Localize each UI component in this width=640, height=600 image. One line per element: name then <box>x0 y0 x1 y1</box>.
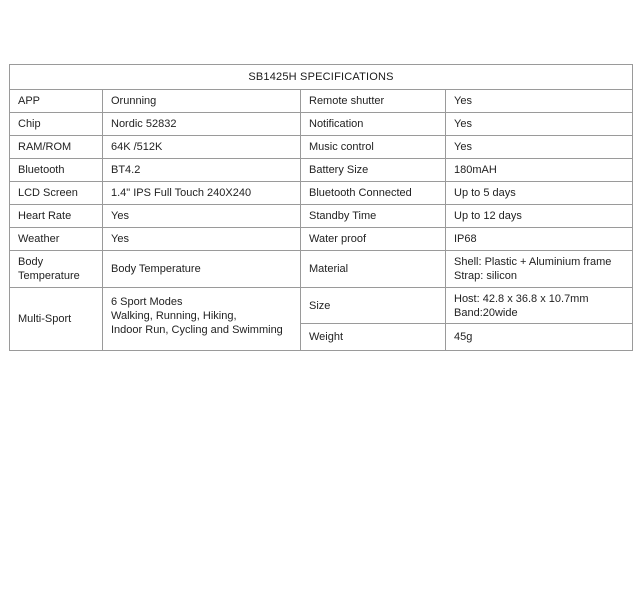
spec-value: 1.4" IPS Full Touch 240X240 <box>103 182 301 205</box>
spec-value: 64K /512K <box>103 136 301 159</box>
spec-label: Weather <box>10 228 103 251</box>
spec-value: 45g <box>446 324 633 351</box>
specifications-table <box>9 64 633 351</box>
spec-value: Up to 12 days <box>446 205 633 228</box>
table-row <box>10 228 633 251</box>
spec-label: Music control <box>301 136 446 159</box>
spec-label: Weight <box>301 324 446 351</box>
spec-title: SB1425H SPECIFICATIONS <box>10 65 633 90</box>
table-row <box>10 113 633 136</box>
table-row <box>10 136 633 159</box>
spec-value: Yes <box>103 228 301 251</box>
spec-label: Chip <box>10 113 103 136</box>
spec-label: Water proof <box>301 228 446 251</box>
spec-value: Nordic 52832 <box>103 113 301 136</box>
table-row <box>10 159 633 182</box>
title-row <box>10 65 633 90</box>
spec-value: 6 Sport Modes Walking, Running, Hiking, Indoor Run, Cycling and Swimming <box>103 288 301 351</box>
spec-label: Standby Time <box>301 205 446 228</box>
spec-value: IP68 <box>446 228 633 251</box>
spec-value-line: Band:20wide <box>454 306 518 319</box>
spec-value-line: Shell: Plastic + Aluminium frame <box>454 256 612 268</box>
spec-value: Up to 5 days <box>446 182 633 205</box>
spec-value: BT4.2 <box>103 159 301 182</box>
spec-label: LCD Screen <box>10 182 103 205</box>
spec-label: Material <box>301 251 446 288</box>
table-row <box>10 251 633 288</box>
spec-value: 180mAH <box>446 159 633 182</box>
spec-label: Notification <box>301 113 446 136</box>
spec-label: Multi-Sport <box>10 288 103 351</box>
table-row <box>10 288 633 324</box>
table-row <box>10 182 633 205</box>
spec-value: Yes <box>446 136 633 159</box>
spec-label: Size <box>301 288 446 324</box>
spec-label: Body Temperature <box>10 251 103 288</box>
spec-value: Body Temperature <box>103 251 301 288</box>
spec-value-line: Host: 42.8 x 36.8 x 10.7mm <box>454 292 589 305</box>
spec-label: Remote shutter <box>301 90 446 113</box>
spec-value-cell <box>446 288 633 324</box>
spec-label: APP <box>10 90 103 113</box>
spec-value-line: Strap: silicon <box>454 270 517 282</box>
spec-value: Yes <box>103 205 301 228</box>
spec-value: Orunning <box>103 90 301 113</box>
table-row <box>10 90 633 113</box>
spec-label: Bluetooth <box>10 159 103 182</box>
spec-value: Yes <box>446 113 633 136</box>
table-row <box>10 205 633 228</box>
spec-label: Battery Size <box>301 159 446 182</box>
spec-label: Bluetooth Connected <box>301 182 446 205</box>
spec-value-cell <box>446 251 633 288</box>
spec-label: Heart Rate <box>10 205 103 228</box>
spec-value: Yes <box>446 90 633 113</box>
spec-label: RAM/ROM <box>10 136 103 159</box>
